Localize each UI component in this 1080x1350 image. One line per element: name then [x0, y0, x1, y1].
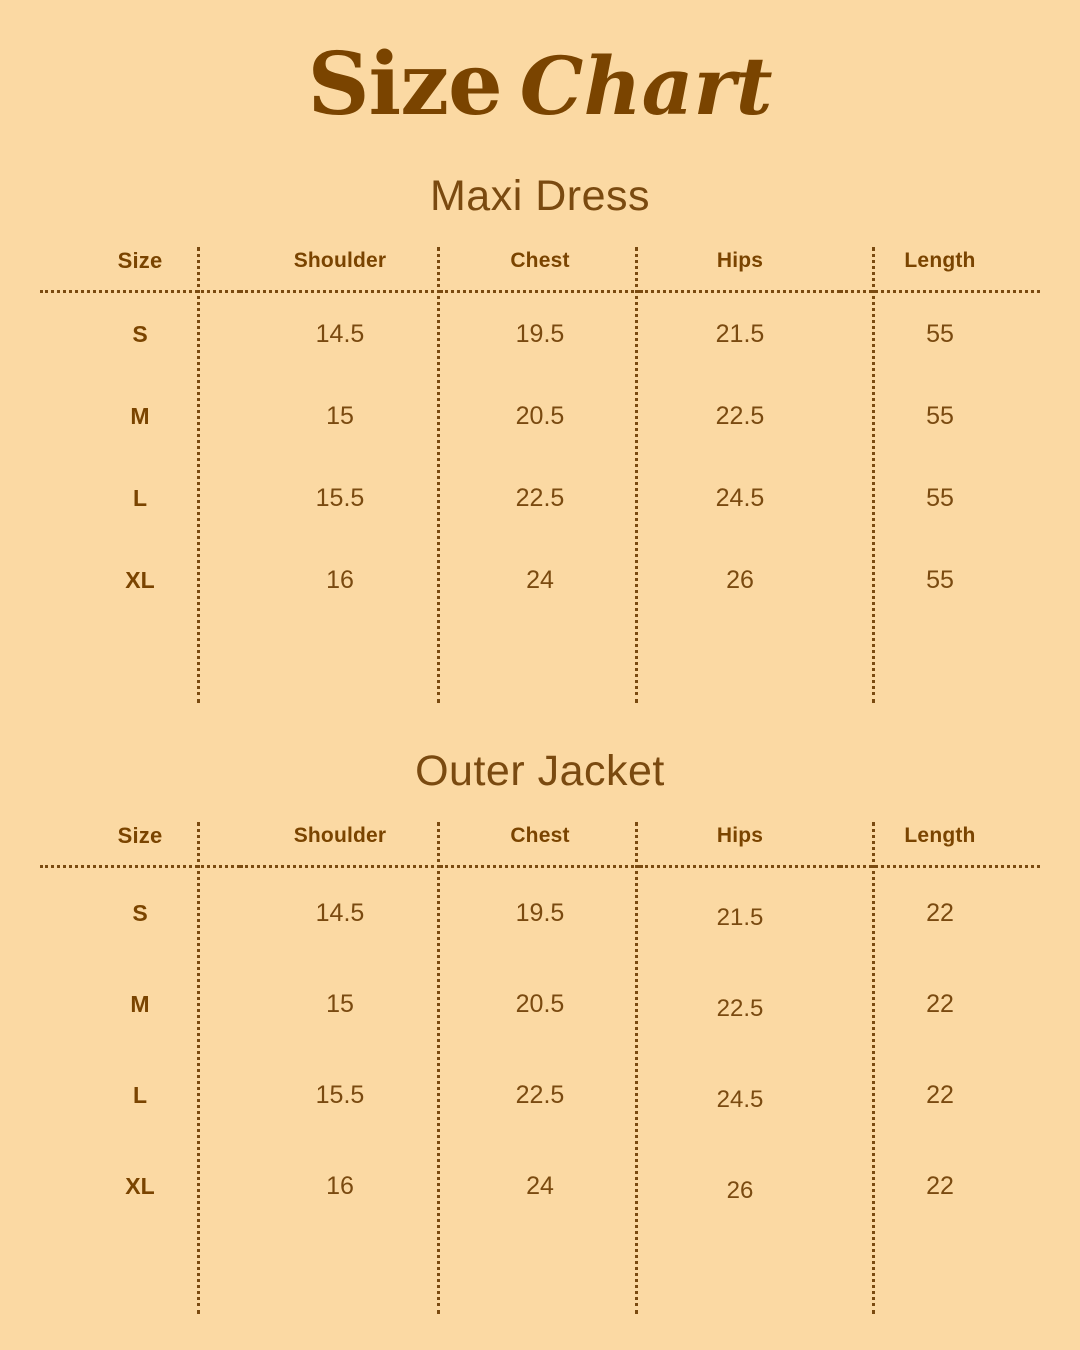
table-row: [40, 457, 1040, 539]
cell-chest: 24: [526, 1172, 554, 1200]
size-table-maxi-dress: [40, 247, 1040, 703]
spacer-cell: [840, 621, 1040, 703]
spacer-cell: [640, 1232, 840, 1314]
column-header-shoulder: Shoulder: [293, 249, 387, 272]
cell-size: XL: [125, 566, 155, 593]
cell-shoulder: 14.5: [315, 319, 365, 348]
column-header-hips: Hips: [716, 824, 764, 847]
table-row: [40, 1141, 1040, 1232]
table-row: [40, 959, 1040, 1050]
cell-length: 22: [926, 899, 954, 927]
cell-size: S: [132, 320, 148, 347]
table-row: [40, 292, 1040, 376]
cell-hips: 21.5: [716, 904, 764, 931]
cell-chest: 24: [526, 565, 554, 594]
spacer-cell: [840, 1232, 1040, 1314]
table-header: [40, 822, 1040, 867]
cell-size: L: [132, 1082, 148, 1108]
cell-hips: 22.5: [715, 401, 765, 430]
size-table-outer-jacket: [40, 822, 1040, 1314]
cell-length: 55: [926, 401, 954, 430]
table-wrap-maxi-dress: [40, 247, 1040, 703]
column-header-size: Size: [117, 823, 163, 848]
cell-hips: 26: [726, 565, 754, 594]
cell-length: 55: [926, 319, 954, 348]
spacer-cell: [40, 621, 240, 703]
cell-size: M: [130, 991, 150, 1017]
table-row: [40, 1050, 1040, 1141]
section-title-maxi-dress: Maxi Dress: [429, 172, 651, 220]
cell-size: L: [132, 484, 148, 511]
table-row: [40, 867, 1040, 960]
section-maxi-dress: [40, 172, 1040, 703]
cell-shoulder: 15: [326, 990, 354, 1018]
cell-size: M: [130, 402, 150, 429]
cell-shoulder: 14.5: [315, 899, 365, 927]
table-row: [40, 375, 1040, 457]
spacer-cell: [440, 1232, 640, 1314]
column-header-size: Size: [117, 248, 163, 273]
cell-chest: 20.5: [515, 990, 565, 1018]
cell-size: S: [132, 900, 148, 926]
page-title: [40, 0, 1040, 135]
cell-hips: 24.5: [715, 483, 765, 512]
cell-shoulder: 15.5: [315, 1081, 365, 1109]
table-header-row: [40, 247, 1040, 292]
cell-length: 22: [926, 990, 954, 1018]
table-spacer-row: [40, 621, 1040, 703]
table-spacer-row: [40, 1232, 1040, 1314]
table-wrap-outer-jacket: [40, 822, 1040, 1314]
cell-length: 22: [926, 1081, 954, 1109]
page-title-script: Chart: [519, 39, 773, 133]
spacer-cell: [240, 621, 440, 703]
cell-length: 22: [926, 1172, 954, 1200]
spacer-cell: [640, 621, 840, 703]
column-header-length: Length: [904, 249, 976, 272]
cell-shoulder: 15.5: [315, 483, 365, 512]
page-title-bold: Size: [307, 34, 502, 135]
cell-hips: 21.5: [715, 319, 765, 348]
section-title-outer-jacket: Outer Jacket: [415, 747, 665, 795]
cell-size: XL: [125, 1173, 155, 1199]
cell-length: 55: [926, 483, 954, 512]
spacer-cell: [40, 1232, 240, 1314]
table-body: [40, 867, 1040, 1315]
column-header-shoulder: Shoulder: [293, 824, 387, 847]
cell-shoulder: 15: [326, 401, 354, 430]
column-header-length: Length: [904, 824, 976, 847]
cell-chest: 22.5: [515, 1081, 565, 1109]
table-row: [40, 539, 1040, 621]
cell-length: 55: [926, 565, 954, 594]
spacer-cell: [440, 621, 640, 703]
spacer-cell: [240, 1232, 440, 1314]
cell-hips: 22.5: [716, 995, 764, 1022]
column-header-chest: Chest: [510, 824, 570, 847]
column-header-chest: Chest: [510, 249, 570, 272]
cell-shoulder: 16: [326, 1172, 354, 1200]
cell-shoulder: 16: [326, 565, 354, 594]
section-outer-jacket: [40, 747, 1040, 1314]
cell-hips: 26: [726, 1177, 754, 1204]
cell-chest: 22.5: [515, 483, 565, 512]
cell-chest: 20.5: [515, 401, 565, 430]
column-header-hips: Hips: [716, 249, 764, 272]
cell-hips: 24.5: [716, 1086, 764, 1113]
cell-chest: 19.5: [515, 899, 565, 927]
table-body: [40, 292, 1040, 704]
table-header: [40, 247, 1040, 292]
table-header-row: [40, 822, 1040, 867]
cell-chest: 19.5: [515, 319, 565, 348]
